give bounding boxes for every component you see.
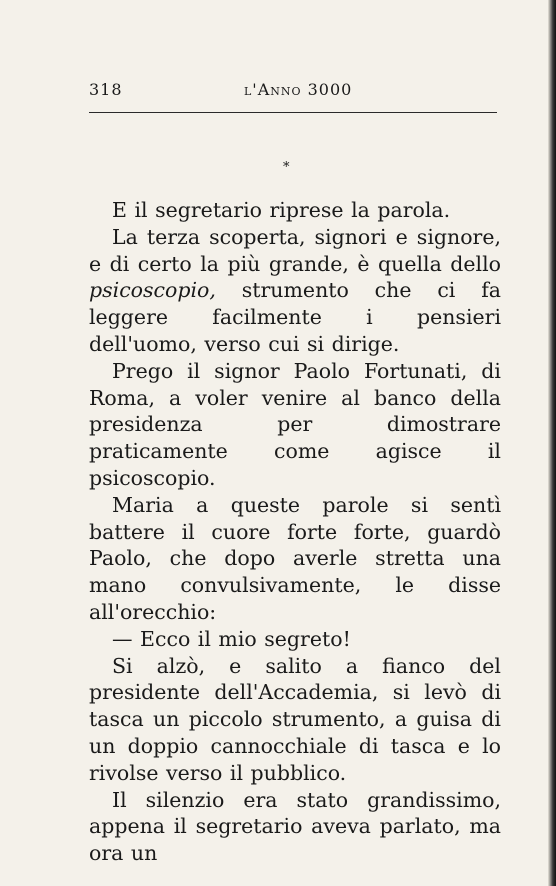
paragraph-3: Prego il signor Paolo Fortunati, di Roma, a voler venire al banco della presidenza per dimostrare praticamente come agisce il psicoscopio. <box>89 358 501 490</box>
paragraph-1: E il segretario riprese la parola. <box>112 198 451 222</box>
body-text <box>89 197 501 867</box>
paragraph-2-before: La terza scoperta, signori e signore, e di certo la più grande, è quella dello <box>89 224 501 276</box>
page-header <box>89 80 497 100</box>
paragraph-4: Maria a queste parole si sentì battere il cuore forte forte, guardò Paolo, che dopo averle stretta una mano convulsivamente, le disse all'orecchio: <box>89 492 501 624</box>
paragraph-2-after: strumento che ci fa leggere facilmente i pensieri dell'uomo, verso cui si dirige. <box>89 278 501 356</box>
page-edge <box>548 0 556 886</box>
paragraph-7: Il silenzio era stato grandissimo, appena il segretario aveva parlato, ma ora un <box>89 787 501 866</box>
header-rule <box>89 112 497 113</box>
paragraph-2-italic: psicoscopio, <box>89 278 216 303</box>
paragraph-2 <box>89 224 501 358</box>
page-number: 318 <box>89 80 123 99</box>
section-ornament: * <box>283 160 290 175</box>
paragraph-5: — Ecco il mio segreto! <box>112 626 351 651</box>
running-title: l'Anno 3000 <box>244 80 353 99</box>
paragraph-6: Si alzò, e salito a fianco del presidente dell'Accademia, si levò di tasca un piccolo strumento, a guisa di un doppio cannocchiale di tasca e lo rivolse verso il pubblico. <box>89 653 501 785</box>
